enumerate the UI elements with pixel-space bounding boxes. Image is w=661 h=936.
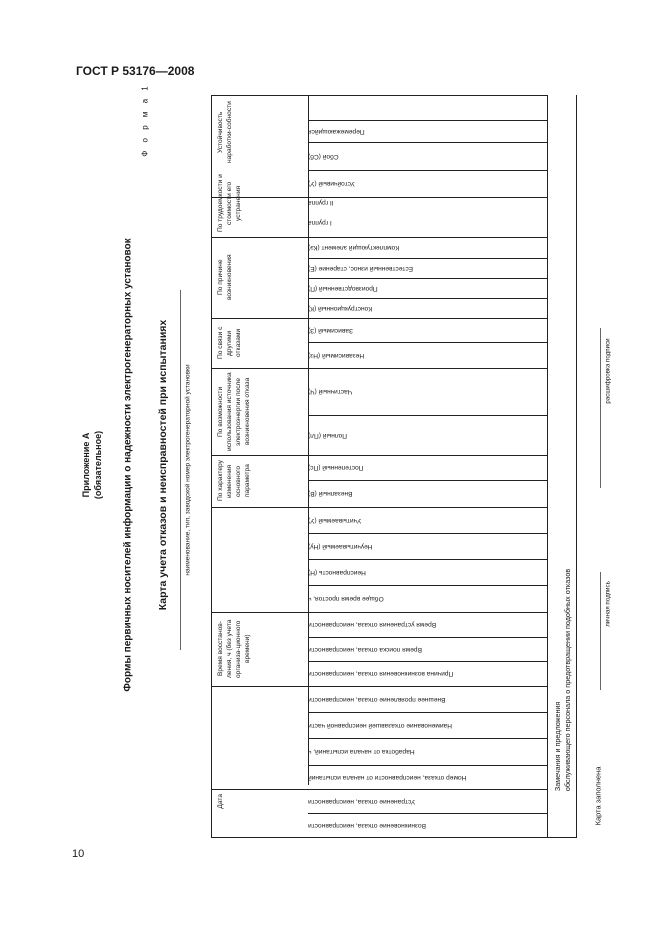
row-label-text: Возникновение отказа, неисправности (308, 821, 426, 829)
row-label (308, 585, 547, 612)
remarks-block (553, 569, 573, 791)
row-label-text: Независимый (Нз) (308, 351, 365, 359)
group-header-text: Дата (217, 793, 224, 809)
row-label-text: Наименование отказавшей неисправной части (308, 721, 452, 729)
row-label (308, 661, 547, 686)
decoding-line (600, 328, 601, 488)
card-title: Карта учета отказов и неисправностей при испытаниях (157, 319, 169, 611)
card-filled-label: Карта заполнена (593, 766, 603, 826)
row-label (308, 507, 547, 533)
row-label-text: Наработка от начала испытаний, ч (308, 748, 415, 755)
row-label (308, 789, 547, 813)
equipment-underline (180, 290, 181, 650)
group-header-text: По характеру изменения основного параметра (217, 460, 251, 502)
row-label (308, 415, 547, 455)
row-label (308, 197, 547, 208)
row-label-text: Время поиска отказа, неисправности (308, 645, 422, 653)
remarks-border (576, 95, 577, 838)
row-label-text: Конструкционный (К) (308, 304, 373, 312)
group-header-text: По возможности использования источника электроэнергии после возникновения отказа (217, 372, 251, 451)
row-label (308, 237, 547, 258)
group-header-date (211, 765, 308, 837)
row-label (308, 612, 547, 637)
group-header-text: По трудоемкости и стоимости его устранения (217, 174, 242, 233)
appendix-title: Приложение А (81, 432, 91, 498)
row-label (308, 120, 547, 142)
row-label (308, 765, 547, 789)
row-label-text: Производственный (П) (308, 284, 378, 292)
table-border-bottom (211, 837, 577, 838)
group-header-by-labor (211, 170, 308, 237)
row-label (308, 738, 547, 765)
main-title: Формы первичных носителей информации о надежности электрогенераторных установок (122, 238, 134, 692)
row-label (308, 455, 547, 480)
row-label-text: Естественный износ, старение (Е) (308, 264, 414, 272)
group-header-stability (211, 95, 308, 170)
row-label-text: Комплектующий элемент (Кэ) (308, 244, 400, 251)
group-header-text: Устойчивость наработки-собности (217, 101, 233, 164)
document-id: ГОСТ Р 53176—2008 (76, 64, 195, 78)
decoding-caption: расшифровка подписи (604, 338, 612, 404)
row-label (308, 712, 547, 738)
row-label-text: Внешнее проявление отказа, неисправности (308, 695, 446, 703)
row-label (308, 342, 547, 368)
group-header-text: По связи с другими отказами (217, 326, 242, 360)
row-label (308, 813, 547, 837)
row-label (308, 637, 547, 661)
personal-signature-caption: личная подпись (604, 581, 612, 627)
row-label (308, 142, 547, 170)
row-label (308, 686, 547, 712)
row-label (308, 559, 547, 585)
signature-line (600, 572, 601, 690)
group-header-text: По причине возникновения (217, 254, 233, 301)
group-header-by-cause (211, 237, 308, 318)
row-label-text: Учитываемый (У) (308, 516, 362, 524)
row-label-text: Устранение отказа, неисправности (308, 797, 416, 805)
row-label (308, 533, 547, 559)
row-label-text: Сбой (Сб) (308, 152, 339, 160)
remarks-line-2: обслуживающего персонала о предотвращении подобных отказов (563, 568, 572, 792)
row-label-text: Неисправность (Н) (308, 568, 366, 576)
row-label (308, 170, 547, 197)
group-header-text: Время восстанов-ления, ч (без учета организа-ционного времени) (217, 619, 251, 679)
form-label: Ф о р м а 1 (140, 83, 150, 157)
row-label-text: Постепенный (Пс) (308, 464, 364, 471)
row-label-text: I группа (308, 219, 332, 226)
appendix-status: (обязательное) (93, 430, 103, 500)
row-label-text: Время устранения отказа, неисправности (308, 621, 437, 628)
row-label (308, 298, 547, 318)
row-label (308, 208, 547, 237)
row-label (308, 318, 547, 342)
row-label-text: Номер отказа, неисправности от начала испытаний (308, 773, 467, 781)
row-label-text: Общее время простоя, ч (308, 595, 384, 602)
row-label-text: Полный (Пл) (308, 431, 347, 439)
row-label (308, 258, 547, 278)
row-label-text: Причина возникновения отказа, неисправности (308, 670, 454, 677)
group-header-by-detection (211, 368, 308, 455)
appendix-heading (80, 431, 104, 499)
table-border-right (547, 95, 548, 838)
page-number: 10 (72, 848, 85, 860)
group-header-by-relation (211, 318, 308, 368)
row-label (308, 368, 547, 415)
remarks-line-1: Замечания и предложения (553, 701, 562, 792)
row-label-text: Неучитываемый (Ну) (308, 542, 373, 550)
row-label-text: Внезапный (В) (308, 490, 353, 497)
group-header-by-nature (211, 455, 308, 507)
row-label-text: Зависимый (З) (308, 326, 353, 334)
underline-caption: наименование, тип, заводской номер электрогенераторной установки (184, 364, 192, 576)
group-header-restore-time (211, 612, 308, 686)
row-label-text: Перемежающийся (308, 127, 365, 135)
row-label (308, 278, 547, 298)
row-label-text: Устойчивый (У) (308, 180, 355, 187)
row-label (308, 480, 547, 507)
row-label-text: Частичный (Ч) (308, 388, 353, 395)
row-label-text: II группа (308, 199, 334, 206)
